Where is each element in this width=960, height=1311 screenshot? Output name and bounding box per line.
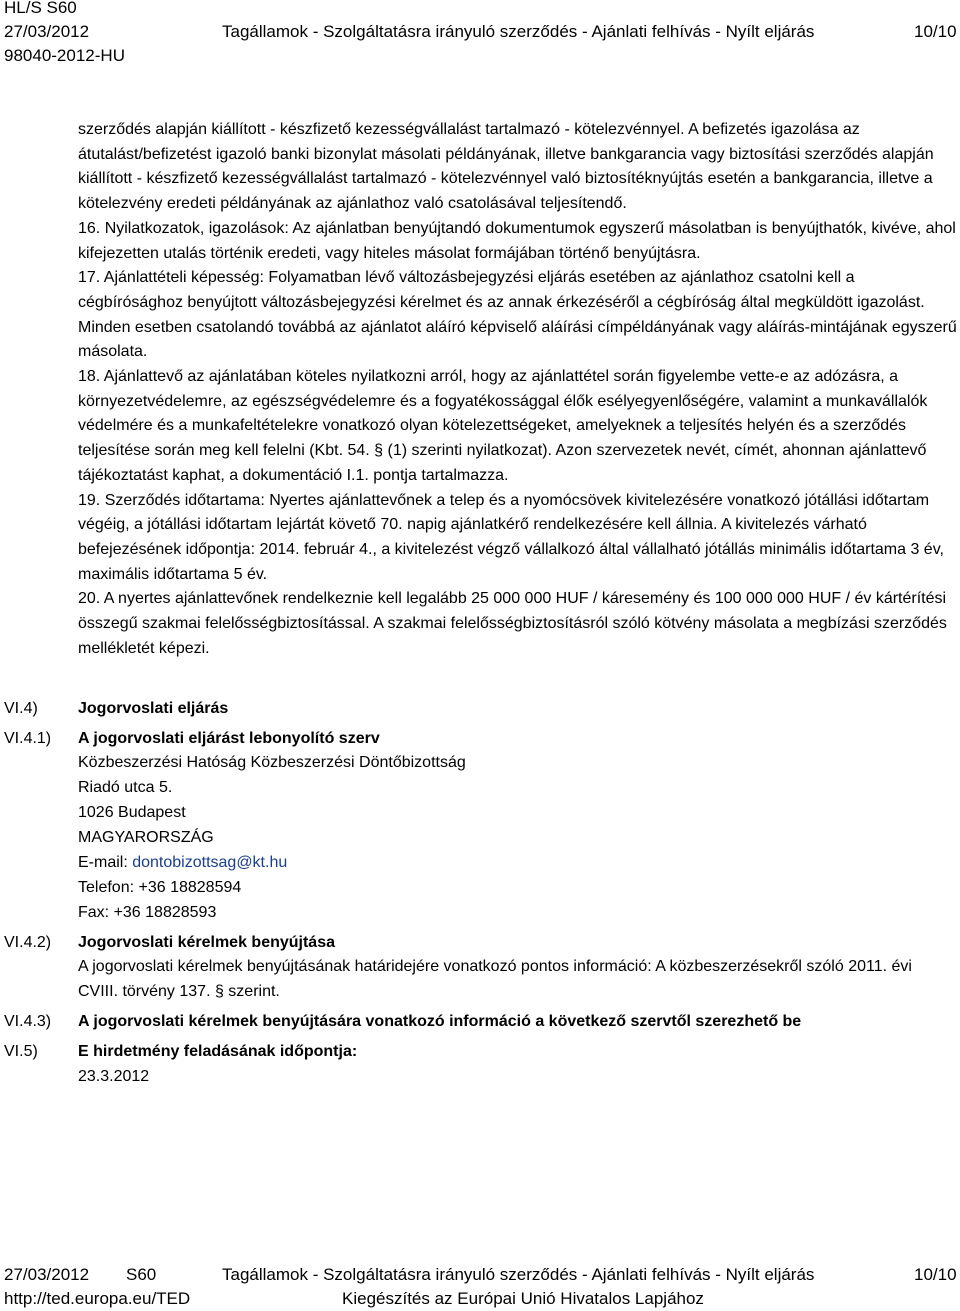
review-body-city: 1026 Budapest: [78, 804, 186, 821]
body-text: [78, 118, 958, 661]
footer-page-number: 10/10: [914, 1265, 957, 1284]
paragraph-20: 20. A nyertes ajánlattevőnek rendelkeznie kell legalább 25 000 000 HUF / káresemény és 100 000 000 HUF / év kártérítési összegű szakmai felelősségbiztosítással. A szakmai felelősségbiztosításról szóló kötvény másolata a megbízási szerződés mellékletét képezi.: [78, 590, 947, 657]
review-body-email-row: [78, 851, 287, 876]
footer-date: 27/03/2012: [4, 1265, 90, 1284]
paragraph-19: 19. Szerződés időtartama: Nyertes ajánlattevőnek a telep és a nyomócsövek kivitelezésére vonatkozó jótállási időtartam végéig, a jótállási időtartam lejártát követő 70. napig ajánlatkérő rendelkezésére kell állnia. A kivitelezés várható befejezésének időpontja: 2014. február 4., a kivitelezést végző vállalkozó által vállalható jótállás minimális időtartama 3 év, maximális időtartama 5 év.: [78, 491, 944, 583]
review-body-phone: Telefon: +36 18828594: [78, 879, 242, 896]
review-body-country: MAGYARORSZÁG: [78, 829, 214, 846]
header-page-number: 10/10: [914, 22, 957, 41]
paragraph-guarantee: szerződés alapján kiállított - készfizető kezességvállalást tartalmazó - kötelezvénnyel. A befizetés igazolása az átutalást/befizetést igazoló banki bizonylat másolati példányának, illetve bankgarancia vagy biztosítási szerződés alapján kiállított - készfizető kezességvállalást tartalmazó - kötelezvénnyel való biztosítéknyújtás esetén a bankgarancia, illetve a kötelezvény eredeti példányának az ajánlathoz való csatolásával teljesítendő.: [78, 121, 934, 213]
footer-subject: Tagállamok - Szolgáltatásra irányuló szerződés - Ajánlati felhívás - Nyílt eljárás: [222, 1265, 815, 1284]
section-number-vi43: VI.4.3): [4, 1013, 52, 1030]
footer-series: S60: [126, 1265, 157, 1284]
section-number-vi42: VI.4.2): [4, 934, 52, 951]
section-number-vi5: VI.5): [4, 1043, 38, 1060]
footer-publisher: Kiegészítés az Európai Unió Hivatalos Lapjához: [342, 1289, 704, 1308]
review-body-street: Riadó utca 5.: [78, 779, 173, 796]
journal-ref: HL/S S60: [4, 0, 77, 17]
section-text-vi42: A jogorvoslati kérelmek benyújtásának határidejére vonatkozó pontos információ: A közbeszerzésekről szóló 2011. évi CVIII. törvény 137. § szerint.: [78, 958, 912, 1000]
review-body-fax: Fax: +36 18828593: [78, 904, 217, 921]
review-body-name: Közbeszerzési Hatóság Közbeszerzési Döntőbizottság: [78, 754, 466, 771]
paragraph-16: 16. Nyilatkozatok, igazolások: Az ajánlatban benyújtandó dokumentumok egyszerű másolatban is benyújthatók, kivéve, ahol kifejezetten utalás történik eredeti, vagy hiteles másolat formájában történő benyújtásra.: [78, 219, 956, 262]
section-title-vi4: Jogorvoslati eljárás: [78, 700, 229, 717]
section-title-vi5: E hirdetmény feladásának időpontja:: [78, 1043, 358, 1060]
paragraph-17: 17. Ajánlattételi képesség: Folyamatban lévő változásbejegyzési eljárás esetében az ajánlathoz csatolni kell a cégbírósághoz benyújtott változásbejegyzési kérelmet és az annak érkezéséről a cégbíróság által megküldött igazolást. Minden esetben csatolandó továbbá az ajánlatot aláíró képviselő aláírási címpéldányának vagy aláírás-mintájának egyszerű másolata.: [78, 269, 957, 361]
dispatch-date: 23.3.2012: [78, 1068, 150, 1085]
section-number-vi41: VI.4.1): [4, 730, 52, 747]
paragraph-18: 18. Ajánlattevő az ajánlatában köteles nyilatkozni arról, hogy az ajánlattétel során figyelembe vette-e az adózásra, a környezetvédelemre, az egészségvédelemre és a fogyatékossággal élők esélyegyenlőségére, valamint a munkavállalók védelmére és a munkafeltételekre vonatkozó olyan kötelezettségeket, amelyeknek a teljesítés helyén és a szerződés teljesítése során meg kell felelni (Kbt. 54. § (1) szerinti nyilatkozat). Azon szervezetek nevét, címét, ahonnan ajánlattevő tájékoztatást kaphat, a dokumentáció I.1. pontja tartalmazza.: [78, 368, 928, 484]
section-title-vi43: A jogorvoslati kérelmek benyújtására vonatkozó információ a következő szervtől szerezhető be: [78, 1013, 802, 1030]
email-label: E-mail:: [78, 854, 133, 871]
email-link[interactable]: dontobizottsag@kt.hu: [132, 854, 288, 871]
section-title-vi42: Jogorvoslati kérelmek benyújtása: [78, 934, 335, 951]
section-number-vi4: VI.4): [4, 700, 38, 717]
section-title-vi41: A jogorvoslati eljárást lebonyolító szerv: [78, 730, 380, 747]
document-id: 98040-2012-HU: [4, 46, 125, 65]
header-subject: Tagállamok - Szolgáltatásra irányuló szerződés - Ajánlati felhívás - Nyílt eljárás: [222, 22, 815, 41]
footer-url[interactable]: http://ted.europa.eu/TED: [4, 1289, 191, 1308]
header-date: 27/03/2012: [4, 22, 90, 41]
